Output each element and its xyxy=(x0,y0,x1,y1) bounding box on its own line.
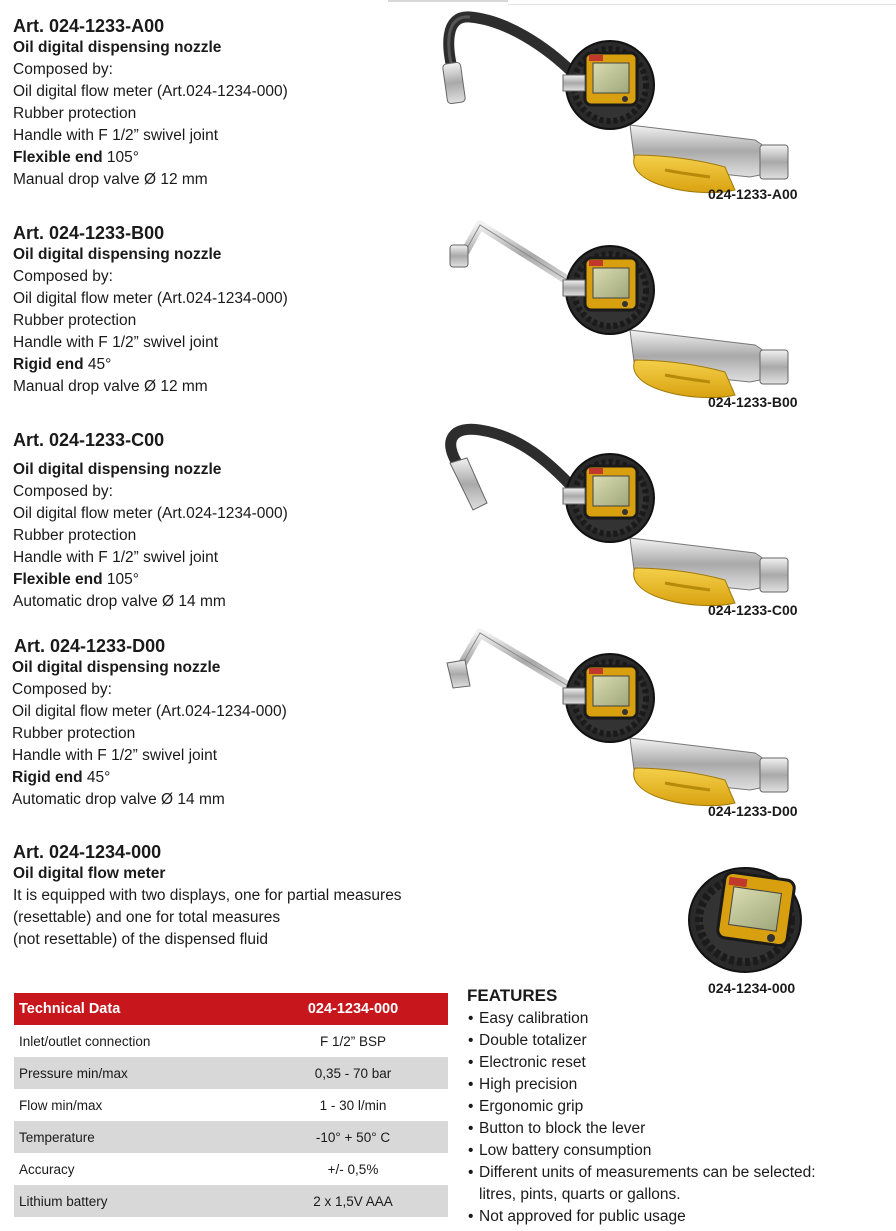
handle-line: Handle with F 1/2” swivel joint xyxy=(12,747,218,764)
product-caption: 024-1233-C00 xyxy=(708,602,798,618)
feature-item: • Low battery consumption xyxy=(467,1140,887,1162)
valve-line: Manual drop valve Ø 12 mm xyxy=(13,171,208,188)
feature-item: • Button to block the lever xyxy=(467,1118,887,1140)
table-cell-value: +/- 0,5% xyxy=(327,1161,379,1177)
table-cell-label: Inlet/outlet connection xyxy=(19,1033,151,1049)
product-name: Oil digital dispensing nozzle xyxy=(13,39,222,56)
protection-line: Rubber protection xyxy=(13,312,137,329)
valve-line: Automatic drop valve Ø 14 mm xyxy=(12,791,225,808)
flow-meter-illustration xyxy=(685,858,815,976)
end-line xyxy=(12,767,452,789)
table-row xyxy=(14,1089,448,1121)
product-caption: 024-1233-D00 xyxy=(708,803,798,819)
end-value: 105° xyxy=(106,149,139,166)
features-section xyxy=(467,986,887,1228)
product-art-number: Art. 024-1233-A00 xyxy=(13,16,165,36)
nozzle-body xyxy=(563,41,788,193)
feature-item: • Easy calibration xyxy=(467,1008,887,1030)
end-line xyxy=(13,354,453,376)
end-value: 105° xyxy=(106,571,139,588)
product-caption: 024-1234-000 xyxy=(708,980,796,996)
end-label: Flexible end xyxy=(13,149,103,166)
drop-valve xyxy=(450,458,487,510)
feature-item: • Electronic reset xyxy=(467,1052,887,1074)
top-rule xyxy=(388,0,508,2)
meter-line: Oil digital flow meter (Art.024-1234-000) xyxy=(12,703,287,720)
meter-desc-line-2: (resettable) and one for total measures xyxy=(13,909,281,926)
product-caption: 024-1233-A00 xyxy=(708,186,798,202)
features-title: FEATURES xyxy=(467,986,558,1005)
table-row xyxy=(14,1153,448,1185)
nozzle-a00-illustration xyxy=(425,5,865,195)
product-art-number: Art. 024-1234-000 xyxy=(13,842,162,862)
meter-line: Oil digital flow meter (Art.024-1234-000) xyxy=(13,505,288,522)
table-row xyxy=(14,1025,448,1057)
protection-line: Rubber protection xyxy=(12,725,136,742)
table-cell-label: Temperature xyxy=(14,1121,258,1153)
feature-item: • High precision xyxy=(467,1074,887,1096)
end-label: Rigid end xyxy=(13,356,84,373)
nozzle-b00-illustration xyxy=(425,210,865,400)
product-name: Oil digital flow meter xyxy=(13,865,166,882)
table-header-row xyxy=(14,993,448,1025)
feature-item: • Different units of measurements can be selected: xyxy=(467,1162,887,1184)
product-art-number: Art. 024-1233-B00 xyxy=(13,223,165,243)
table-row xyxy=(14,1185,448,1217)
table-cell-label: Flow min/max xyxy=(19,1097,103,1113)
table-cell-label: Accuracy xyxy=(19,1161,75,1177)
flexible-hose xyxy=(449,17,575,80)
rigid-pipe xyxy=(460,633,575,690)
nozzle-body xyxy=(563,454,788,606)
product-flow-meter xyxy=(13,841,453,951)
meter-button xyxy=(767,934,775,942)
meter-desc-line-1: It is equipped with two displays, one for partial measures xyxy=(13,887,402,904)
end-label: Flexible end xyxy=(13,571,103,588)
handle-line: Handle with F 1/2” swivel joint xyxy=(13,127,219,144)
technical-data-table xyxy=(14,993,448,1217)
feature-item: • Not approved for public usage xyxy=(467,1206,887,1228)
meter-lcd xyxy=(729,887,782,931)
table-cell-label: Pressure min/max xyxy=(14,1057,258,1089)
product-c00 xyxy=(13,429,453,613)
rigid-pipe xyxy=(465,225,575,285)
table-cell-value: 0,35 - 70 bar xyxy=(258,1057,448,1089)
end-value: 45° xyxy=(86,769,111,786)
composed-label: Composed by: xyxy=(13,268,113,285)
table-cell-value: F 1/2” BSP xyxy=(319,1033,387,1049)
table-header-model: 024-1234-000 xyxy=(258,993,448,1025)
features-list xyxy=(467,1008,887,1228)
composed-label: Composed by: xyxy=(13,483,113,500)
product-b00 xyxy=(13,222,453,398)
product-caption: 024-1233-B00 xyxy=(708,394,798,410)
table-row xyxy=(14,1121,448,1153)
end-line xyxy=(13,569,453,591)
table-cell-label: Lithium battery xyxy=(14,1185,258,1217)
nozzle-body xyxy=(563,654,788,806)
table-header-label: Technical Data xyxy=(14,993,258,1025)
table-cell-value: 1 - 30 l/min xyxy=(319,1097,387,1113)
table-row xyxy=(14,1057,448,1089)
protection-line: Rubber protection xyxy=(13,105,137,122)
product-name: Oil digital dispensing nozzle xyxy=(13,246,222,263)
handle-line: Handle with F 1/2” swivel joint xyxy=(13,334,219,351)
end-line xyxy=(13,147,453,169)
drop-valve xyxy=(450,245,468,267)
end-value: 45° xyxy=(87,356,112,373)
product-d00 xyxy=(12,635,452,811)
product-a00 xyxy=(13,15,453,191)
valve-line: Manual drop valve Ø 12 mm xyxy=(13,378,208,395)
feature-item: • Ergonomic grip xyxy=(467,1096,887,1118)
valve-line: Automatic drop valve Ø 14 mm xyxy=(13,593,226,610)
composed-label: Composed by: xyxy=(13,61,113,78)
product-name: Oil digital dispensing nozzle xyxy=(13,461,222,478)
nozzle-d00-illustration xyxy=(425,618,865,808)
composed-label: Composed by: xyxy=(12,681,112,698)
feature-item-continuation: litres, pints, quarts or gallons. xyxy=(479,1186,681,1203)
handle-line: Handle with F 1/2” swivel joint xyxy=(13,549,219,566)
feature-item: • Double totalizer xyxy=(467,1030,887,1052)
protection-line: Rubber protection xyxy=(13,527,137,544)
meter-line: Oil digital flow meter (Art.024-1234-000) xyxy=(13,83,288,100)
nozzle-c00-illustration xyxy=(425,418,865,608)
drop-valve xyxy=(442,62,465,104)
product-art-number: Art. 024-1233-C00 xyxy=(13,430,165,450)
product-name: Oil digital dispensing nozzle xyxy=(12,659,221,676)
meter-desc-line-3: (not resettable) of the dispensed fluid xyxy=(13,931,269,948)
meter-line: Oil digital flow meter (Art.024-1234-000) xyxy=(13,290,288,307)
product-art-number: Art. 024-1233-D00 xyxy=(14,636,166,656)
table-cell-value: -10° + 50° C xyxy=(258,1121,448,1153)
nozzle-body xyxy=(563,246,788,398)
table-cell-value: 2 x 1,5V AAA xyxy=(258,1185,448,1217)
end-label: Rigid end xyxy=(12,769,83,786)
